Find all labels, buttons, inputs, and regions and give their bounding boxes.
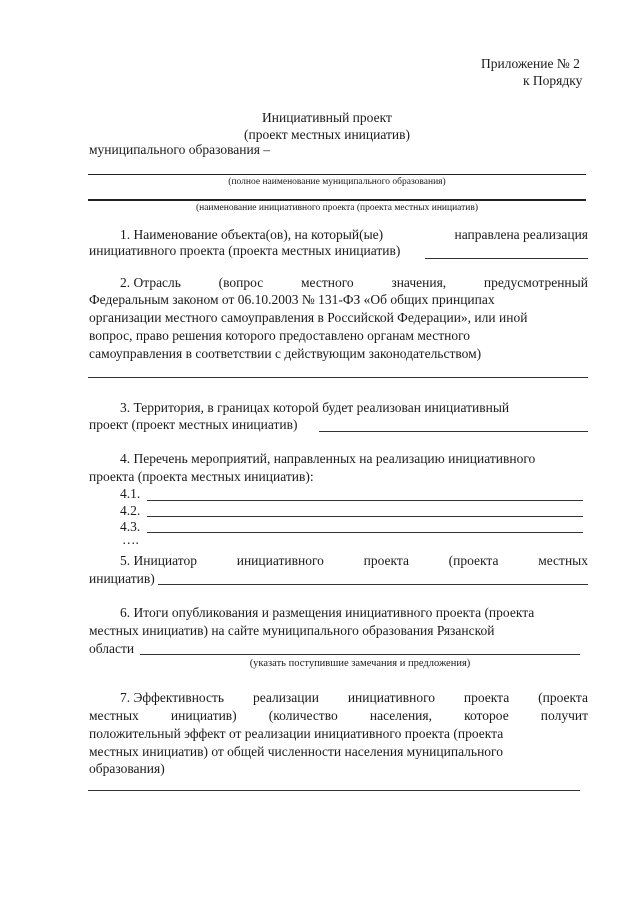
item7-line2: местных инициатив) (количество населения, которое получит [89, 708, 588, 723]
item4-sub3-line [147, 532, 583, 533]
municipality-caption: (полное наименование муниципального образования) [228, 177, 446, 187]
item2-line2: Федеральным законом от 06.10.2003 № 131-ФЗ «Об общих принципах [89, 292, 495, 307]
title-line-1: Инициативный проект [262, 110, 392, 125]
item4-sub2-line [147, 516, 583, 517]
item7-line3: положительный эффект от реализации инициативного проекта (проекта [89, 726, 504, 741]
item7-line5: образования) [89, 761, 165, 776]
item6-line3: области [89, 641, 135, 656]
item4-sub1-line [147, 500, 583, 501]
project-name-caption: (наименование инициативного проекта (проекта местных инициатив) [195, 203, 479, 213]
item4-line2: проекта (проекта местных инициатив): [89, 469, 314, 484]
item5-line2: инициатив) [89, 571, 155, 586]
item2-line3: организации местного самоуправления в Российской Федерации», или иной [89, 310, 528, 325]
item1-fill-line [425, 258, 588, 259]
item3-line2: проект (проект местных инициатив) [89, 417, 298, 432]
item4-line1: 4. Перечень мероприятий, направленных на реализацию инициативного [120, 451, 536, 466]
item5-fill-line [158, 584, 588, 585]
item5-line1: 5. Инициатор инициативного проекта (проекта местных [120, 553, 588, 568]
item6-line1: 6. Итоги опубликования и размещения инициативного проекта (проекта [120, 605, 535, 620]
item1-line1 [120, 227, 588, 243]
item7-line4: местных инициатив) от общей численности населения муниципального [89, 744, 504, 759]
item2-line5: самоуправления в соответствии с действующим законодательством) [89, 346, 482, 361]
item4-sub2-label: 4.2. [120, 503, 141, 518]
item4-ellipsis: …. [122, 532, 139, 547]
title-line-2: (проект местных инициатив) [244, 127, 410, 142]
item6-caption: (указать поступившие замечания и предложения) [249, 658, 471, 669]
item6-line2: местных инициатив) на сайте муниципального образования Рязанской [89, 623, 495, 638]
order-reference: к Порядку [523, 73, 583, 88]
item1-line1-right: направлена реализация [454, 227, 588, 242]
item1-line2: инициативного проекта (проекта местных инициатив) [89, 243, 401, 258]
item4-sub1-label: 4.1. [120, 486, 141, 501]
municipality-line [88, 174, 586, 175]
item4-sub3-label: 4.3. [120, 519, 141, 534]
appendix-number: Приложение № 2 [481, 56, 580, 71]
item6-fill-line [140, 654, 580, 655]
item2-fill-line [88, 377, 588, 378]
item2-line1: 2. Отрасль (вопрос местного значения, предусмотренный [120, 275, 588, 290]
item1-line1-left: 1. Наименование объекта(ов), на который(ые) [120, 227, 384, 242]
item2-line4: вопрос, право решения которого предоставлено органам местного [89, 328, 471, 343]
item3-fill-line [319, 431, 588, 432]
item7-fill-line [88, 790, 580, 791]
project-name-line [88, 199, 586, 201]
item3-line1: 3. Территория, в границах которой будет реализован инициативный [120, 400, 510, 415]
item7-line1: 7. Эффективность реализации инициативного проекта (проекта [120, 690, 588, 705]
municipality-label: муниципального образования – [89, 142, 271, 157]
